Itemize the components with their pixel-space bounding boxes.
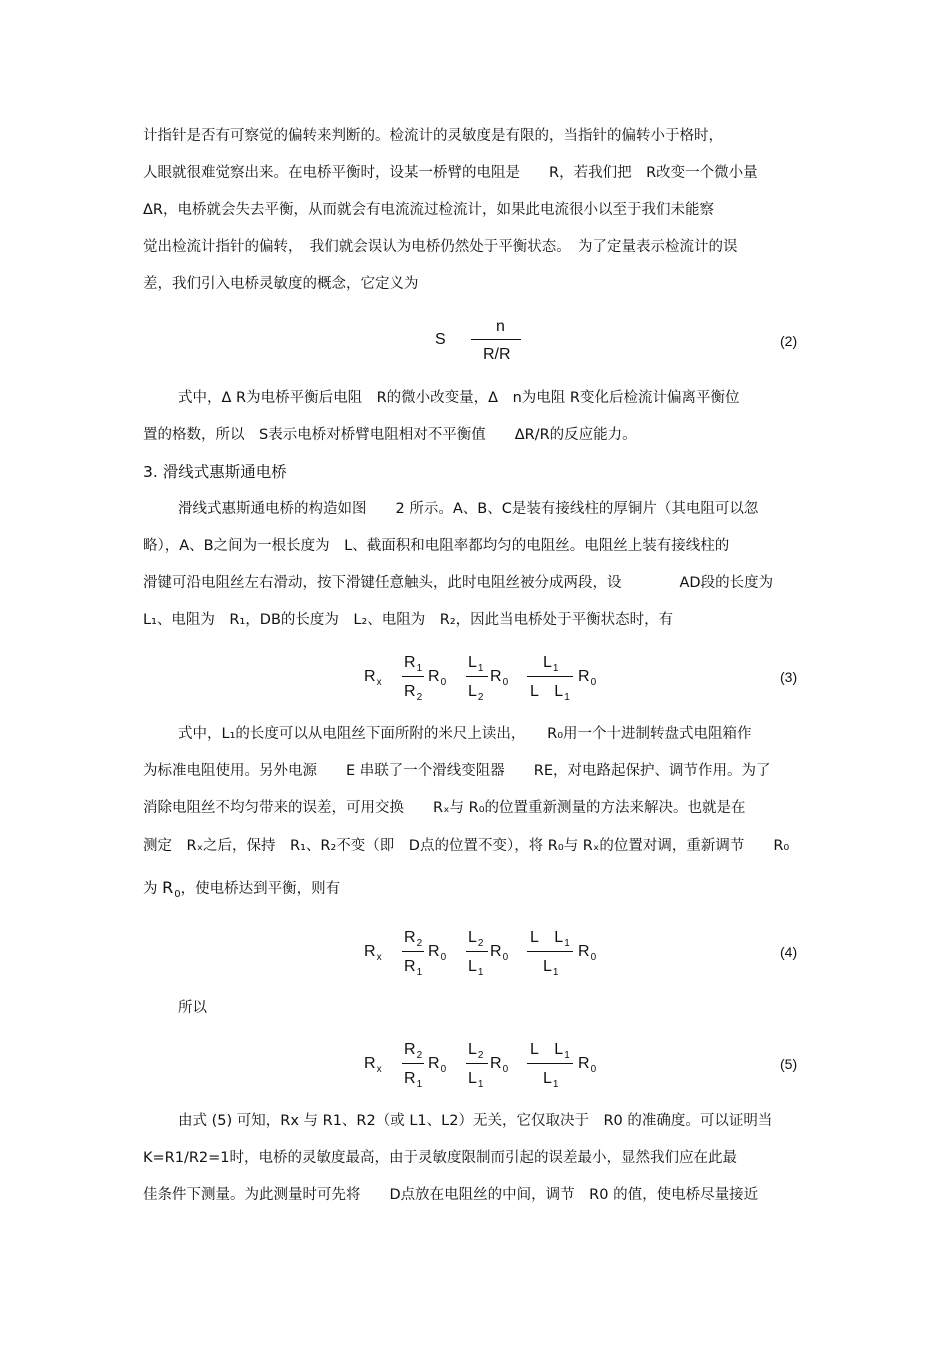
equation-number: (2) [780,333,798,349]
eq3-r0: $R_0$ [428,668,447,688]
text-line: 滑线式惠斯通电桥的构造如图 2 所示。A、B、C是装有接线柱的厚铜片（其电阻可以忽 [178,501,759,517]
text-line: L₁、电阻为 R₁，DB的长度为 L₂、电阻为 R₂，因此当电桥处于平衡状态时，有 [143,612,674,628]
text-line: 置的格数，所以 S表示电桥对桥臂电阻相对不平衡值 ΔR/R的反应能力。 [143,427,637,443]
eq5-r0: $R_0$ [428,1055,447,1075]
eq4-f3-den: $L_1$ [543,958,559,978]
eq2-lhs: S [435,331,446,348]
fraction-bar [402,676,424,677]
eq5-f2-num: $L_2$ [468,1041,484,1061]
eq2-numerator: n [496,318,505,335]
fraction-bar [527,676,573,677]
eq3-r0: $R_0$ [490,668,509,688]
eq3-f2-num: $L_1$ [468,654,484,674]
eq4-f2-num: $L_2$ [468,929,484,949]
text-line: 测定 Rₓ之后，保持 R₁、R₂不变（即 D点的位置不变），将 R₀与 Rₓ的位置对调，重新调节 R₀ [143,838,790,854]
eq3-f1-num: $R_1$ [404,654,423,674]
fraction-bar [527,951,573,952]
eq4-f3-num: L $L_1$ [530,929,570,949]
eq5-f1-num: $R_2$ [404,1041,423,1061]
text-line: 计指针是否有可察觉的偏转来判断的。检流计的灵敏度是有限的，当指针的偏转小于格时， [143,128,723,144]
eq3-f1-den: $R_2$ [404,683,423,703]
equation-number: (5) [780,1056,798,1072]
equation-number: (4) [780,944,798,960]
fraction-bar [402,951,424,952]
text-line: 消除电阻丝不均匀带来的误差，可用交换 Rₓ与 R₀的位置重新测量的方法来解决。也就是在 [143,800,746,816]
fraction-bar [466,1063,488,1064]
text-line: 由式 (5) 可知，Rx 与 R1、R2（或 L1、L2）无关，它仅取决于 R0 的准确度。可以证明当 [178,1113,773,1129]
fraction-bar [466,676,488,677]
text-line: 式中，L₁的长度可以从电阻丝下面所附的米尺上读出， R₀用一个十进制转盘式电阻箱作 [178,726,752,742]
eq2-denominator: R/R [483,346,511,363]
equation-number: (3) [780,669,798,685]
text-line: K=R1/R2=1时，电桥的灵敏度最高，由于灵敏度限制而引起的误差最小，显然我们应在此最 [143,1150,738,1166]
eq3-f3-num: $L_1$ [543,654,559,674]
fraction-bar [402,1063,424,1064]
text-line: ΔR，电桥就会失去平衡，从而就会有电流流过检流计，如果此电流很小以至于我们未能察 [143,202,714,218]
eq5-r0: $R_0$ [578,1055,597,1075]
eq4-r0: $R_0$ [490,943,509,963]
eq3-rx: $R_x$ [364,668,382,688]
text-line: 人眼就很难觉察出来。在电桥平衡时，设某一桥臂的电阻是 R，若我们把 R改变一个微小量 [143,165,758,181]
section-heading: 3. 滑线式惠斯通电桥 [143,463,287,481]
eq4-f1-num: $R_2$ [404,929,423,949]
fraction-bar [527,1063,573,1064]
fraction-bar [471,339,521,340]
fraction-bar [466,951,488,952]
text-line: 差，我们引入电桥灵敏度的概念，它定义为 [143,276,419,292]
eq3-f2-den: $L_2$ [468,683,484,703]
eq4-f2-den: $L_1$ [468,958,484,978]
text-line: 滑键可沿电阻丝左右滑动，按下滑键任意触头，此时电阻丝被分成两段，设 AD段的长度为 [143,575,774,591]
text-line: 略），A、B之间为一根长度为 L、截面积和电阻率都均匀的电阻丝。电阻丝上装有接线柱的 [143,538,730,554]
eq4-r0: $R_0$ [428,943,447,963]
eq5-f1-den: $R_1$ [404,1070,423,1090]
eq4-rx: $R_x$ [364,943,382,963]
eq5-f3-den: $L_1$ [543,1070,559,1090]
eq4-r0: $R_0$ [578,943,597,963]
text-line: 式中，Δ R为电桥平衡后电阻 R的微小改变量，Δ n为电阻 R变化后检流计偏离平衡位 [178,390,740,406]
text-line: 为标准电阻使用。另外电源 E 串联了一个滑线变阻器 RE，对电路起保护、调节作用。为了 [143,763,771,779]
eq3-f3-den: L $L_1$ [530,683,570,703]
eq5-f3-num: L $L_1$ [530,1041,570,1061]
eq4-f1-den: $R_1$ [404,958,423,978]
eq5-r0: $R_0$ [490,1055,509,1075]
eq3-r0: $R_0$ [578,668,597,688]
eq5-f2-den: $L_1$ [468,1070,484,1090]
text-line: 为 $R_0$，使电桥达到平衡，则有 [143,878,341,900]
text-line: 觉出检流计指针的偏转， 我们就会误认为电桥仍然处于平衡状态。 为了定量表示检流计的误 [143,239,738,255]
text-line: 所以 [178,1000,207,1016]
text-line: 佳条件下测量。为此测量时可先将 D点放在电阻丝的中间，调节 R0 的值，使电桥尽量接近 [143,1187,759,1203]
eq5-rx: $R_x$ [364,1055,382,1075]
